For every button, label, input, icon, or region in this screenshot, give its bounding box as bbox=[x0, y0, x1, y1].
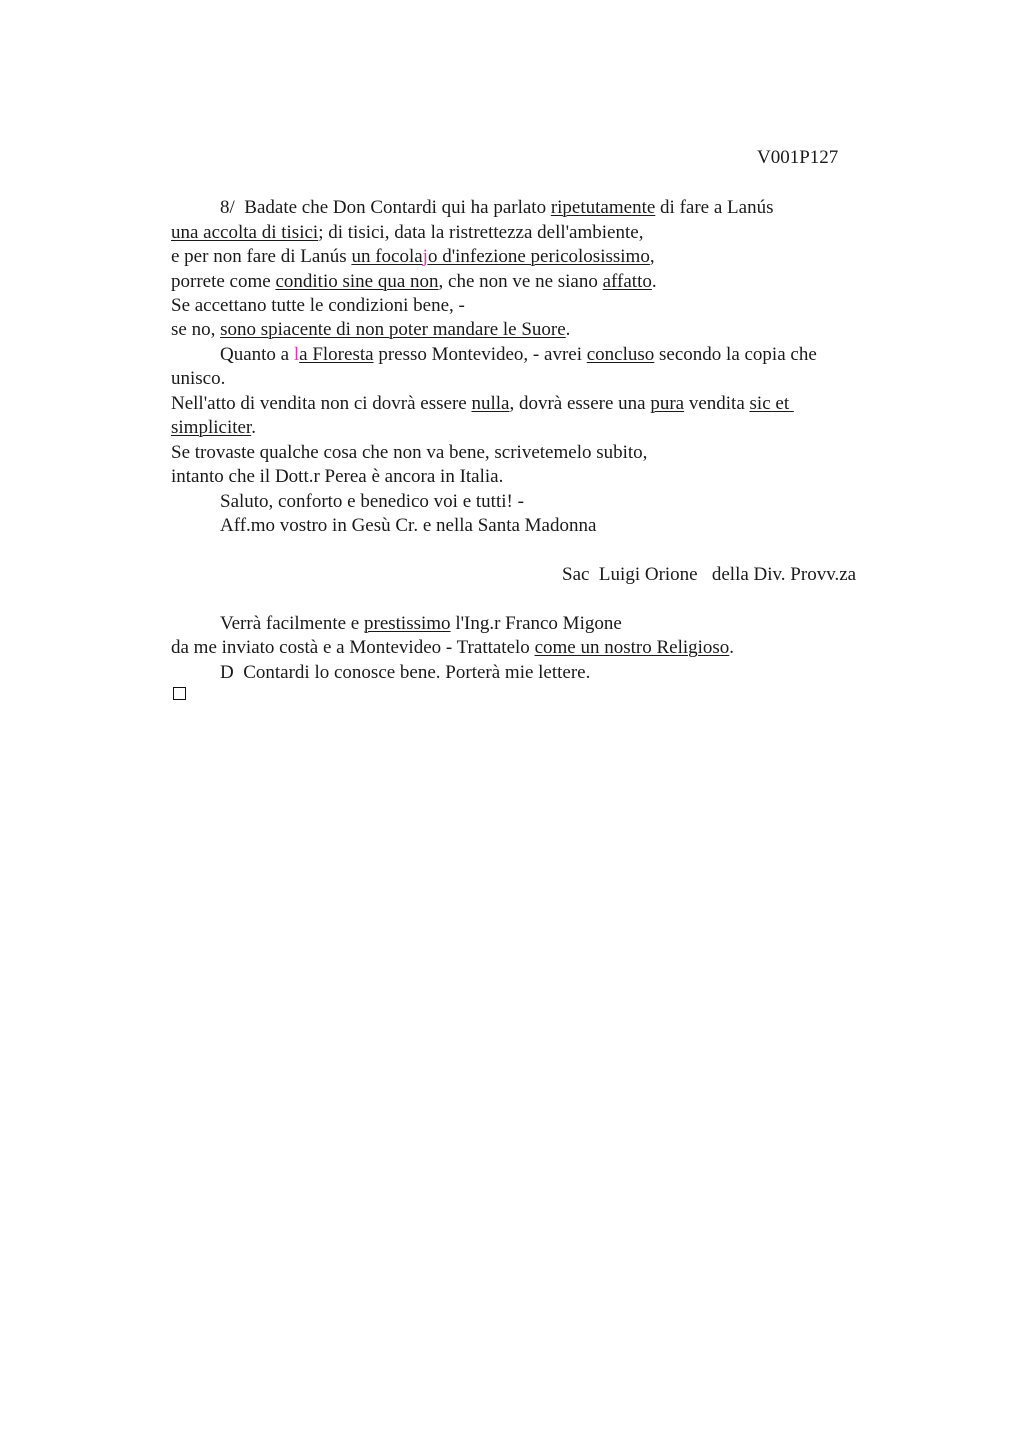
underlined-text: come un nostro Religioso bbox=[534, 637, 730, 658]
checkbox-glyph-icon bbox=[173, 687, 186, 700]
text: 8/ Badate che Don Contardi qui ha parlato bbox=[220, 197, 551, 218]
letter-line-8: unisco. bbox=[171, 368, 226, 389]
underlined-text: o d'infezione pericolosissimo bbox=[427, 246, 650, 267]
text: , bbox=[649, 246, 655, 267]
letter-line-6 bbox=[171, 318, 570, 342]
text: e per non fare di Lanús bbox=[171, 246, 352, 267]
text: ; di tisici, data la ristrettezza dell'ambiente, bbox=[318, 222, 644, 243]
letter-line-11: Se trovaste qualche cosa che non va bene, scrivetemelo subito, bbox=[171, 442, 648, 463]
underlined-text: un focola bbox=[351, 246, 423, 267]
text: , dovrà essere una bbox=[509, 393, 651, 414]
text: . bbox=[565, 319, 571, 340]
postscript-line-1 bbox=[220, 612, 622, 636]
text: , che non ve ne siano bbox=[438, 271, 603, 292]
letter-line-12: intanto che il Dott.r Perea è ancora in Italia. bbox=[171, 466, 504, 487]
underlined-text: sono spiacente di non poter mandare le Suore bbox=[220, 319, 566, 340]
underlined-text: a Floresta bbox=[299, 344, 374, 365]
letter-line-5: Se accettano tutte le condizioni bene, - bbox=[171, 295, 465, 316]
underlined-text: pura bbox=[650, 393, 685, 414]
text: . bbox=[729, 637, 735, 658]
page-code: V001P127 bbox=[757, 147, 839, 168]
underlined-text: prestissimo bbox=[364, 613, 451, 634]
text: vendita bbox=[684, 393, 750, 414]
text: Nell'atto di vendita non ci dovrà essere bbox=[171, 393, 472, 414]
text: Verrà facilmente e bbox=[220, 613, 364, 634]
text: l'Ing.r Franco Migone bbox=[450, 613, 622, 634]
text: porrete come bbox=[171, 271, 276, 292]
text: . bbox=[651, 271, 657, 292]
letter-line-1 bbox=[220, 196, 773, 220]
text: . bbox=[251, 417, 256, 438]
text: Quanto a bbox=[220, 344, 294, 365]
underlined-text: concluso bbox=[586, 344, 655, 365]
text: se no, bbox=[171, 319, 221, 340]
letter-line-7 bbox=[220, 343, 817, 367]
signature: Sac Luigi Orione della Div. Provv.za bbox=[562, 564, 857, 585]
text: di fare a Lanús bbox=[655, 197, 774, 218]
underlined-text: affatto bbox=[602, 271, 652, 292]
letter-line-2 bbox=[171, 221, 643, 245]
postscript-line-2 bbox=[171, 636, 734, 660]
text: presso Montevideo, - avrei bbox=[373, 344, 587, 365]
letter-line-14: Aff.mo vostro in Gesù Cr. e nella Santa Madonna bbox=[220, 515, 597, 536]
text: da me inviato costà e a Montevideo - Trattatelo bbox=[171, 637, 535, 658]
underlined-text: conditio sine qua non bbox=[275, 271, 439, 292]
letter-line-13: Saluto, conforto e benedico voi e tutti! - bbox=[220, 491, 524, 512]
postscript-line-3: D Contardi lo conosce bene. Porterà mie lettere. bbox=[220, 662, 591, 683]
letter-line-3 bbox=[171, 245, 655, 269]
underlined-text: una accolta di tisici bbox=[171, 222, 319, 243]
underlined-text: nulla bbox=[471, 393, 510, 414]
underlined-text: ripetutamente bbox=[550, 197, 656, 218]
text: secondo la copia che bbox=[654, 344, 817, 365]
letter-line-9 bbox=[171, 392, 794, 416]
letter-line-4 bbox=[171, 270, 657, 294]
highlighted-letter: l bbox=[293, 344, 300, 365]
highlighted-letter: j bbox=[422, 246, 428, 267]
underlined-text: sic et bbox=[749, 393, 794, 414]
letter-line-10 bbox=[171, 416, 256, 440]
underlined-text: simpliciter bbox=[171, 417, 252, 438]
